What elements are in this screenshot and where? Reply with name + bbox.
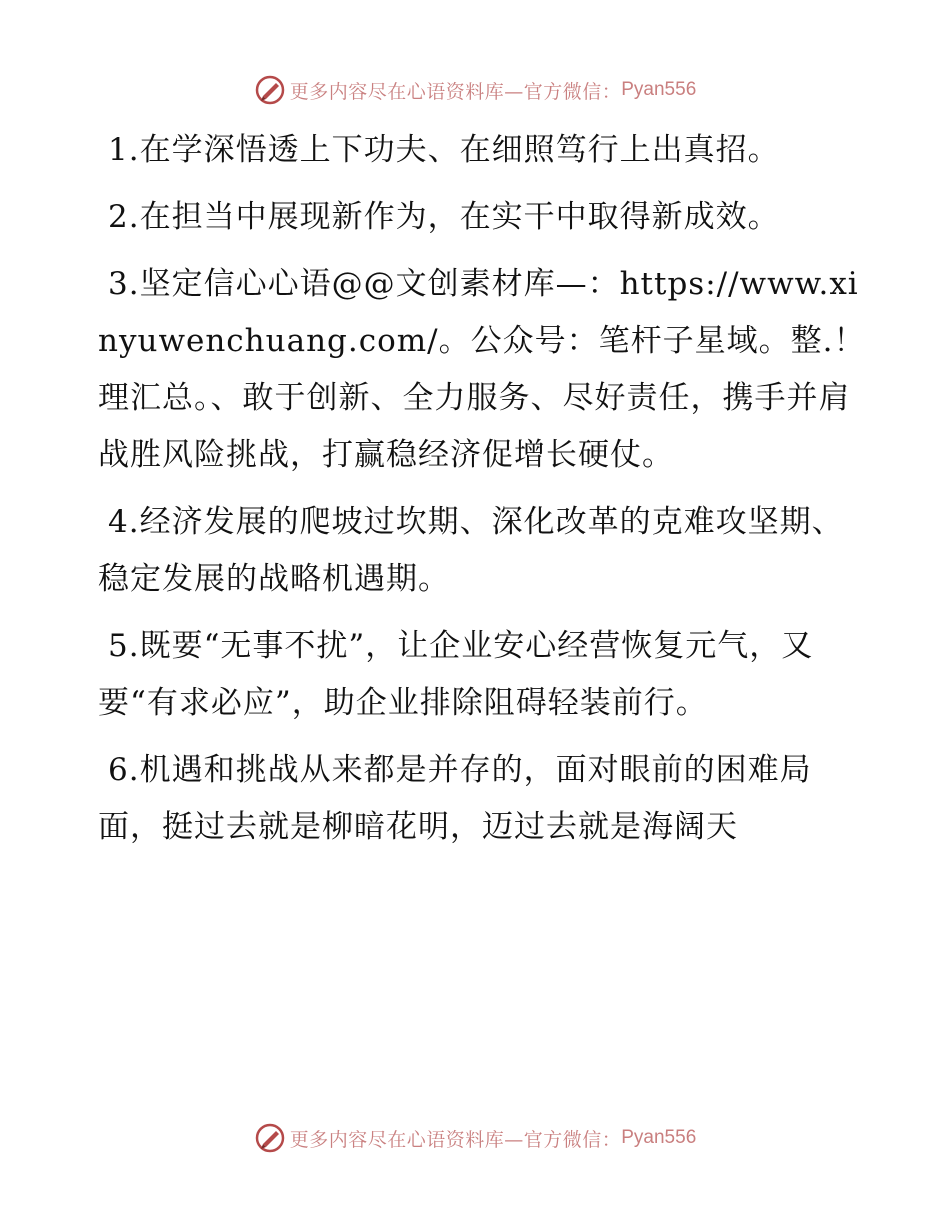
header-banner-text: 更多内容尽在心语资料库—官方微信： <box>289 80 622 103</box>
document-body <box>98 122 868 866</box>
header-watermark-banner <box>0 70 950 110</box>
pen-logo-icon <box>254 74 286 106</box>
pen-logo-icon <box>254 1122 286 1154</box>
paragraph-2: 2.在担当中展现新作为，在实干中取得新成效。 <box>108 199 780 235</box>
paragraph-1: 1.在学深悟透上下功夫、在细照笃行上出真招。 <box>108 132 780 168</box>
footer-banner-text: 更多内容尽在心语资料库—官方微信： <box>289 1128 622 1151</box>
footer-banner-wechat: Pyan556 <box>621 1127 697 1148</box>
footer-watermark-banner <box>0 1118 950 1158</box>
paragraph-3: 3.坚定信心心语@@文创素材库—：https://www.xinyuwenchuang.com/。公众号：笔杆子星域。整.！理汇总。、敢于创新、全力服务、尽好责任，携手并肩战胜风险挑战，打赢稳经济促增长硬仗。 <box>98 266 866 473</box>
header-banner-wechat: Pyan556 <box>621 79 697 100</box>
paragraph-5: 5.既要“无事不扰”，让企业安心经营恢复元气，又要“有求必应”，助企业排除阻碍轻装前行。 <box>98 628 814 721</box>
paragraph-6: 6.机遇和挑战从来都是并存的，面对眼前的困难局面，挺过去就是柳暗花明，迈过去就是海阔天 <box>98 752 812 845</box>
paragraph-4: 4.经济发展的爬坡过坎期、深化改革的克难攻坚期、稳定发展的战略机遇期。 <box>98 504 844 597</box>
